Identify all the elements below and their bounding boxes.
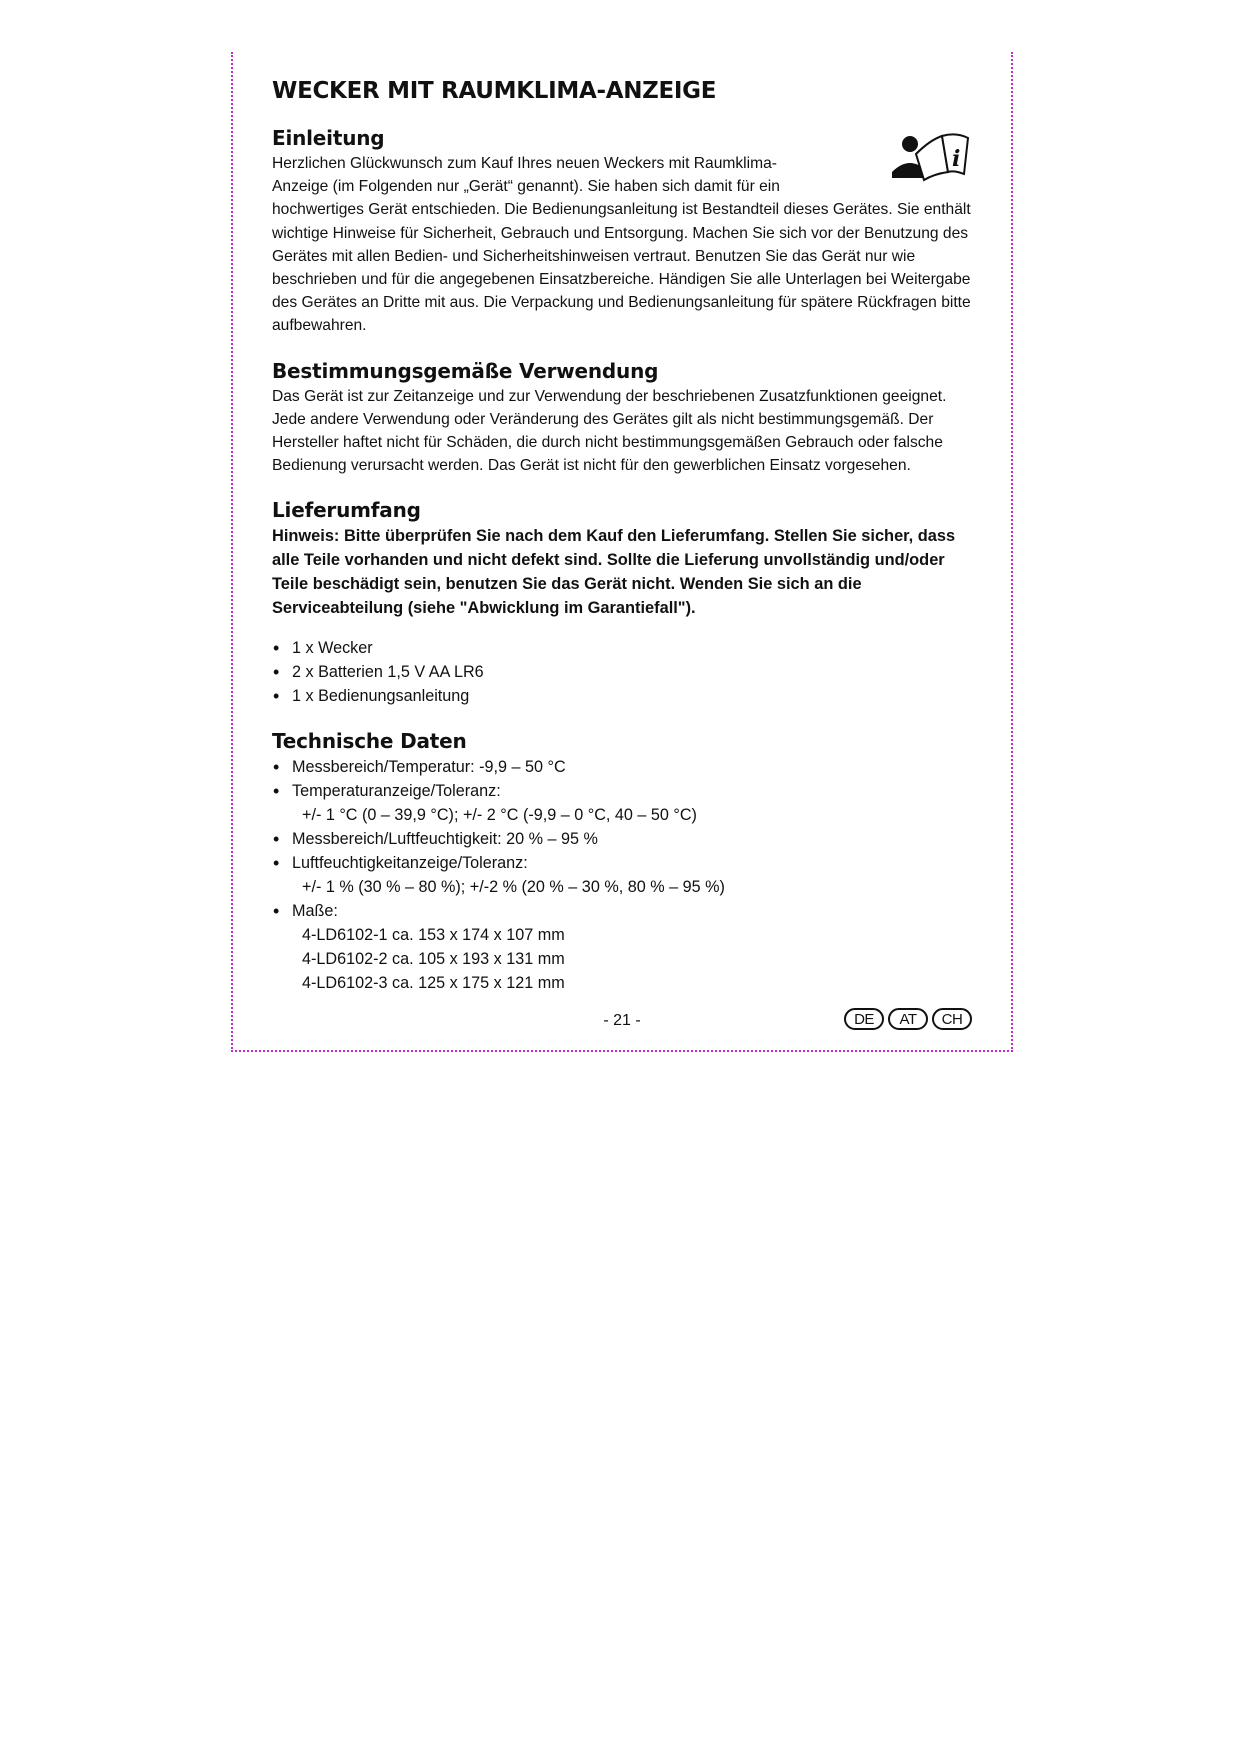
list-item: • 1 x Wecker [272, 636, 972, 660]
temp-tol-value: +/- 1 °C (0 – 39,9 °C); +/- 2 °C (-9,9 – 0 °C, 40 – 50 °C) [302, 806, 697, 825]
list-item [272, 899, 972, 995]
page-number: - 21 - [603, 1012, 641, 1029]
list-item [272, 851, 972, 899]
list-item: • Messbereich/Temperatur: -9,9 – 50 °C [272, 755, 972, 779]
page-footer [272, 1008, 972, 1038]
dim-value: 4-LD6102-3 ca. 125 x 175 x 121 mm [302, 974, 565, 993]
intro-heading: Einleitung [272, 126, 385, 150]
note-label: Hinweis: [272, 527, 340, 546]
usage-heading: Bestimmungsgemäße Verwendung [272, 358, 659, 383]
page-content [272, 72, 972, 1016]
svg-text:i: i [952, 146, 961, 172]
delivery-list [272, 636, 972, 708]
list-item [272, 779, 972, 827]
note-text: Bitte überprüfen Sie nach dem Kauf den Lieferumfang. Stellen Sie sicher, dass alle Teile vorhanden und nicht defekt sind. Sollte die Lieferung unvollständig und/oder Teile beschädigt sein, benutzen Sie das Gerät nicht. Wenden Sie sich an die Serviceabteilung (siehe "Abwicklung im Garantiefall"). [272, 527, 956, 618]
hum-tol-value: +/- 1 % (30 % – 80 %); +/-2 % (20 % – 30 %, 80 % – 95 %) [302, 878, 725, 897]
section-tech [272, 729, 972, 995]
list-item: • 1 x Bedienungsanleitung [272, 684, 972, 708]
list-item: • 2 x Batterien 1,5 V AA LR6 [272, 660, 972, 684]
dim-value: 4-LD6102-2 ca. 105 x 193 x 131 mm [302, 950, 565, 969]
section-usage [272, 359, 972, 478]
tech-heading: Technische Daten [272, 729, 467, 754]
usage-text: Das Gerät ist zur Zeitanzeige und zur Verwendung der beschriebenen Zusatzfunktionen geeignet. Jede andere Verwendung oder Veränderung des Gerätes gilt als nicht bestimmungsgemäß. Der Hersteller haftet nicht für Schäden, die durch nicht bestimmungsgemäßen Gebrauch oder falsche Bedienung verursacht werden. Das Gerät ist nicht für den gewerblichen Einsatz vorgesehen. [272, 387, 947, 475]
intro-line-1: Herzlichen Glückwunsch zum Kauf Ihres neuen Weckers mit Raumklima- [272, 155, 777, 172]
country-badge-de: DE [844, 1008, 884, 1030]
dim-value: 4-LD6102-1 ca. 153 x 174 x 107 mm [302, 926, 565, 945]
tech-list [272, 755, 972, 995]
delivery-note [272, 524, 972, 620]
section-delivery [272, 498, 972, 708]
list-item: • Messbereich/Luftfeuchtigkeit: 20 % – 95 % [272, 827, 972, 851]
reading-person-info-icon [890, 128, 972, 186]
delivery-heading: Lieferumfang [272, 498, 421, 523]
section-intro [272, 126, 972, 338]
hum-tol-label: Luftfeuchtigkeitanzeige/Toleranz: [292, 854, 528, 873]
temp-tol-label: Temperaturanzeige/Toleranz: [292, 782, 501, 801]
intro-text: hochwertiges Gerät entschieden. Die Bedienungsanleitung ist Bestandteil dieses Gerätes. Sie enthält wichtige Hinweise für Sicherheit, Gebrauch und Entsorgung. Machen Sie sich vor der Benutzung des Gerätes mit allen Bedien- und Sicherheitshinweisen vertraut. Benutzen Sie das Gerät nur wie beschrieben und für die angegebenen Einsatzbereiche. Händigen Sie alle Unterlagen bei Weitergabe des Gerätes an Dritte mit aus. Die Verpackung und Bedienungsanleitung für spätere Rückfragen bitte aufbewahren. [272, 201, 971, 335]
country-badges [844, 1008, 972, 1030]
page-title: WECKER MIT RAUMKLIMA-ANZEIGE [272, 78, 717, 104]
country-badge-ch: CH [932, 1008, 972, 1030]
country-badge-at: AT [888, 1008, 928, 1030]
intro-line-2: Anzeige (im Folgenden nur „Gerät“ genannt). Sie haben sich damit für ein [272, 178, 780, 196]
dim-label: Maße: [292, 902, 338, 921]
